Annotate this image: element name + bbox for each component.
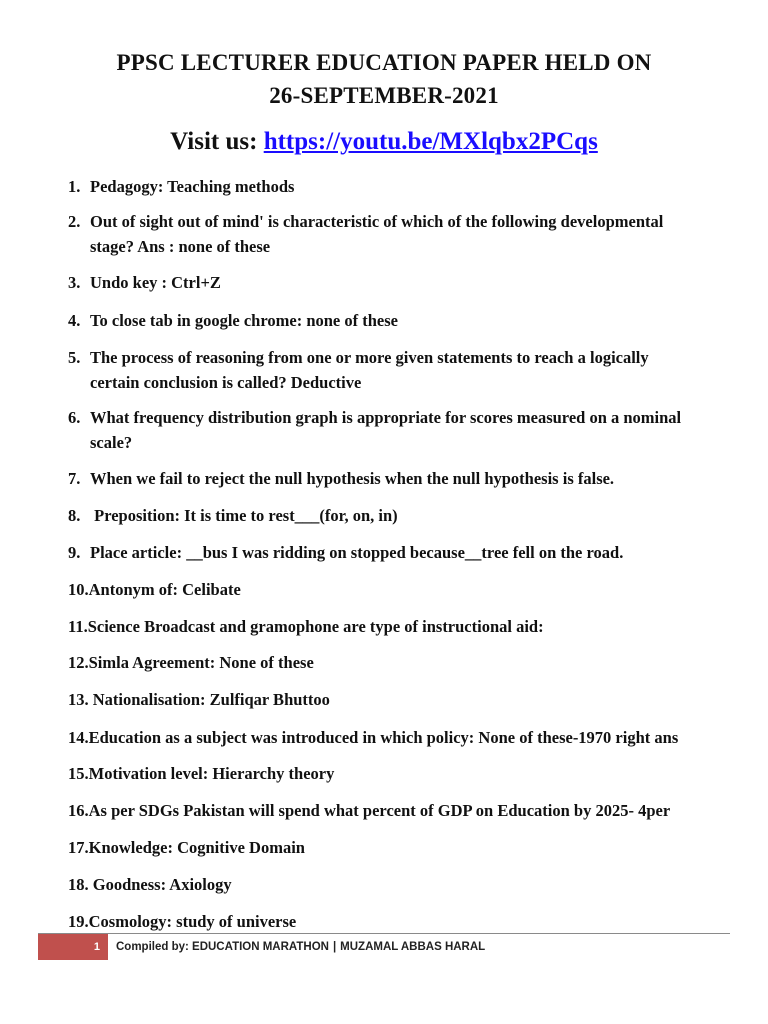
item-text: Preposition: It is time to rest___(for, on, in) [90, 506, 398, 525]
item-number: 12. [68, 653, 89, 672]
list-item [68, 872, 738, 897]
item-text: Undo key : Ctrl+Z [90, 273, 221, 292]
item-number: 3. [68, 273, 81, 292]
item-number: 8. [68, 506, 81, 525]
title-line-1: PPSC LECTURER EDUCATION PAPER HELD ON [116, 50, 652, 75]
list-item [68, 650, 738, 675]
item-number: 10. [68, 580, 89, 599]
item-text: Nationalisation: Zulfiqar Bhuttoo [88, 690, 330, 709]
item-number: 6. [68, 408, 81, 427]
item-text: Out of sight out of mind' is characteristic of which of the following developmental [90, 212, 664, 231]
list-item [68, 798, 738, 823]
list-item [68, 174, 738, 199]
visit-line [40, 124, 728, 160]
item-number: 4. [68, 311, 81, 330]
item-text: Motivation level: Hierarchy theory [88, 764, 335, 783]
footer-credit [116, 934, 485, 960]
item-number: 2. [68, 212, 81, 231]
item-text: Cosmology: study of universe [88, 912, 297, 931]
item-text: The process of reasoning from one or more given statements to reach a logically [90, 348, 649, 367]
list-item [68, 687, 738, 712]
list-item [68, 540, 738, 565]
item-text: To close tab in google chrome: none of these [90, 311, 398, 330]
item-text: Goodness: Axiology [88, 875, 232, 894]
visit-label: Visit us: [170, 128, 258, 155]
list-item [68, 835, 738, 860]
list-item [68, 466, 738, 491]
item-number: 14. [68, 728, 89, 747]
item-number: 16. [68, 801, 89, 820]
item-number: 17. [68, 838, 89, 857]
list-item [68, 503, 738, 528]
item-text: When we fail to reject the null hypothesis when the null hypothesis is false. [90, 469, 615, 488]
item-text: Education as a subject was introduced in which policy: None of these-1970 right ans [88, 728, 679, 747]
item-number: 19. [68, 912, 89, 931]
title-line-2: 26-SEPTEMBER-2021 [269, 83, 499, 108]
item-text: What frequency distribution graph is appropriate for scores measured on a nominal [90, 408, 682, 427]
list-item [68, 405, 738, 455]
list-item [68, 761, 738, 786]
page-number: 1 [93, 941, 100, 953]
list-item [68, 270, 738, 295]
item-text: Science Broadcast and gramophone are type of instructional aid: [87, 617, 544, 636]
item-text: Antonym of: Celibate [88, 580, 241, 599]
item-text: As per SDGs Pakistan will spend what percent of GDP on Education by 2025- 4per [88, 801, 671, 820]
item-text: Simla Agreement: None of these [88, 653, 314, 672]
list-item [68, 209, 738, 259]
list-item [68, 614, 738, 639]
item-text-continued: stage? Ans : none of these [90, 237, 271, 256]
item-number: 11. [68, 617, 88, 636]
item-number: 1. [68, 177, 81, 196]
author-name: MUZAMAL ABBAS HARAL [340, 941, 486, 953]
item-text-continued: scale? [90, 433, 133, 452]
item-number: 18. [68, 875, 89, 894]
item-number: 5. [68, 348, 81, 367]
compiled-by: Compiled by: EDUCATION MARATHON [116, 941, 329, 953]
item-text: Place article: __bus I was ridding on stopped because__tree fell on the road. [90, 543, 624, 562]
item-number: 13. [68, 690, 89, 709]
item-text: Pedagogy: Teaching methods [90, 177, 295, 196]
list-item [68, 725, 738, 750]
page-number-badge [38, 934, 108, 960]
item-text-continued: certain conclusion is called? Deductive [90, 373, 362, 392]
item-number: 9. [68, 543, 81, 562]
item-text: Knowledge: Cognitive Domain [88, 838, 305, 857]
youtube-link[interactable]: https://youtu.be/MXlqbx2PCqs [263, 128, 598, 155]
item-number: 7. [68, 469, 81, 488]
list-item [68, 308, 738, 333]
page-title [40, 46, 728, 112]
footer-separator: | [332, 941, 337, 953]
list-item [68, 345, 738, 395]
item-number: 15. [68, 764, 89, 783]
list-item [68, 909, 738, 934]
list-item [68, 577, 738, 602]
